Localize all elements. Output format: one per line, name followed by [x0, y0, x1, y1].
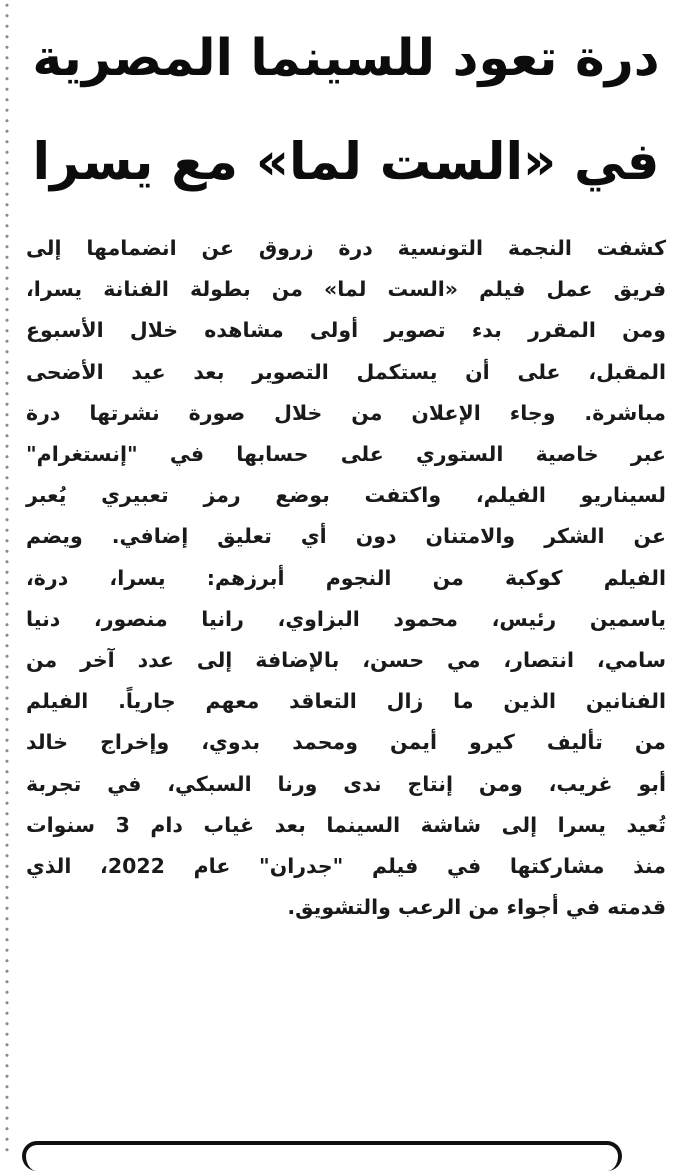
body-line: لسيناريو الفيلم، واكتفت بوضع رمز تعبيري يُعبر — [26, 483, 666, 508]
body-line: منذ مشاركتها في فيلم "جدران" عام 2022، الذي — [26, 854, 666, 879]
bottom-frame-rule — [22, 1141, 622, 1171]
body-line: أبو غريب، ومن إنتاج ندى ورنا السبكي، في تجربة — [26, 771, 666, 796]
headline-line-2: في «الست لما» مع يسرا — [32, 132, 660, 192]
body-line: تُعيد يسرا إلى شاشة السينما بعد غياب دام 3 سنوات — [26, 812, 666, 837]
body-line: كشفت النجمة التونسية درة زروق عن انضمامها إلى — [26, 236, 666, 260]
body-line: الفيلم كوكبة من النجوم أبرزهم: يسرا، درة، — [26, 565, 666, 590]
body-line: عن الشكر والامتنان دون أي تعليق إضافي. ويضم — [26, 524, 666, 549]
article-body — [26, 228, 666, 928]
body-line: ياسمين رئيس، محمود البزاوي، رانيا منصور، دنيا — [26, 606, 666, 631]
body-line: سامي، انتصار، مي حسن، بالإضافة إلى عدد آخر من — [26, 648, 666, 673]
body-line: الفنانين الذين ما زال التعاقد معهم جارياً. الفيلم — [26, 689, 666, 714]
article-clipping — [26, 0, 666, 928]
headline-line-1: درة تعود للسينما المصرية — [32, 28, 660, 87]
body-line: من تأليف كيرو أيمن ومحمد بدوي، وإخراج خالد — [26, 730, 666, 755]
body-line: المقبل، على أن يستكمل التصوير بعد عيد الأضحى — [26, 359, 666, 384]
dotted-border — [2, 0, 12, 1153]
body-line: قدمته في أجواء من الرعب والتشويق. — [287, 895, 666, 920]
headline — [26, 0, 666, 214]
body-line: فريق عمل فيلم «الست لما» من بطولة الفنانة يسرا، — [26, 277, 666, 302]
body-line: ومن المقرر بدء تصوير أولى مشاهده خلال الأسبوع — [26, 318, 666, 343]
body-line: مباشرة. وجاء الإعلان من خلال صورة نشرتها درة — [26, 400, 666, 425]
body-line: عبر خاصية الستوري على حسابها في "إنستغرام" — [26, 442, 666, 467]
